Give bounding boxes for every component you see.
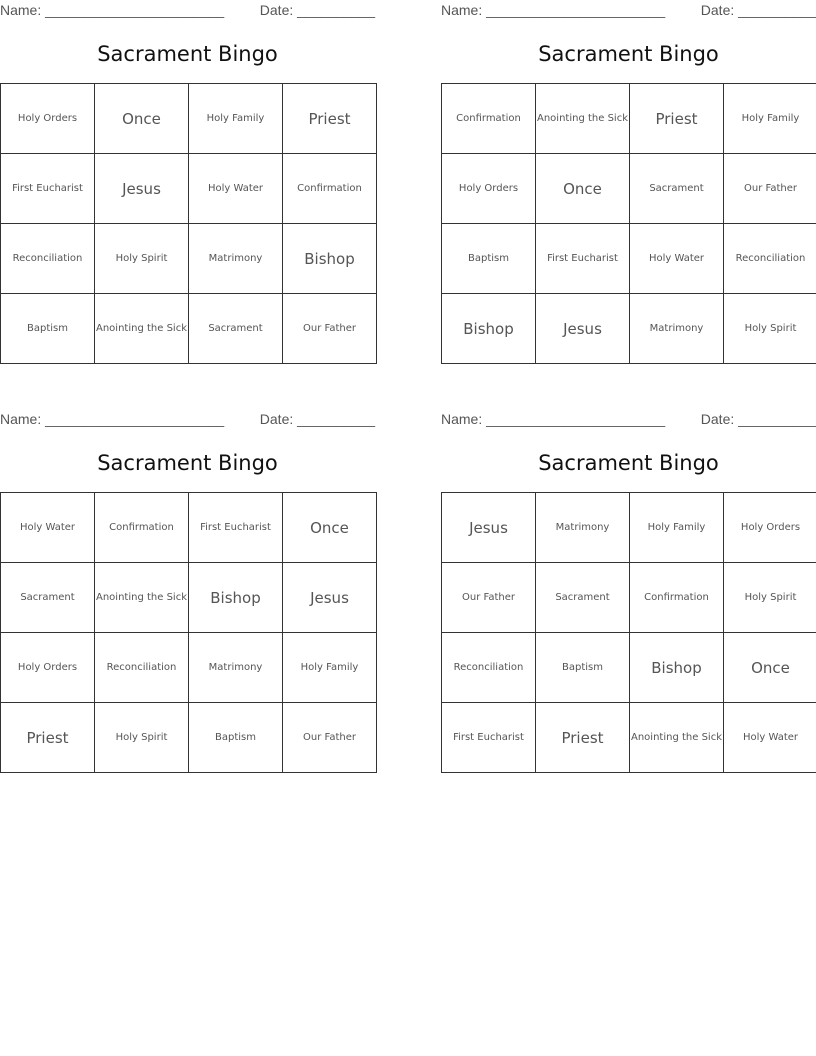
- bingo-cell: Holy Family: [189, 84, 283, 154]
- bingo-cell: Anointing the Sick: [95, 563, 189, 633]
- bingo-cell: Matrimony: [189, 224, 283, 294]
- bingo-grid: [441, 492, 816, 773]
- bingo-cell: Sacrament: [1, 563, 95, 633]
- info-line: [0, 409, 375, 431]
- bingo-cell: Baptism: [189, 703, 283, 773]
- bingo-cell: Holy Water: [724, 703, 816, 773]
- bingo-cell: Holy Spirit: [724, 294, 816, 364]
- bingo-cell: Holy Orders: [1, 633, 95, 703]
- bingo-cell: Priest: [630, 84, 724, 154]
- bingo-cell: Reconciliation: [442, 633, 536, 703]
- bingo-cell: Once: [724, 633, 816, 703]
- card-title: Sacrament Bingo: [97, 42, 278, 66]
- bingo-cell: Reconciliation: [1, 224, 95, 294]
- bingo-cell: Bishop: [630, 633, 724, 703]
- grid-row: [442, 224, 816, 294]
- bingo-cell: Holy Water: [189, 154, 283, 224]
- bingo-cell: Confirmation: [442, 84, 536, 154]
- bingo-cell: Holy Water: [1, 493, 95, 563]
- bingo-cell: Confirmation: [630, 563, 724, 633]
- bingo-cell: Holy Family: [630, 493, 724, 563]
- bingo-cell: First Eucharist: [189, 493, 283, 563]
- bingo-cell: Baptism: [536, 633, 630, 703]
- name-field: Name: _______________________: [0, 411, 225, 427]
- grid-row: [1, 633, 377, 703]
- grid-row: [1, 703, 377, 773]
- bingo-card: [0, 409, 375, 747]
- grid-row: [442, 294, 816, 364]
- bingo-cell: Anointing the Sick: [630, 703, 724, 773]
- bingo-cell: Jesus: [283, 563, 377, 633]
- grid-row: [1, 154, 377, 224]
- bingo-cell: Holy Orders: [724, 493, 816, 563]
- bingo-cell: Once: [283, 493, 377, 563]
- bingo-cell: Jesus: [442, 493, 536, 563]
- bingo-cell: Jesus: [536, 294, 630, 364]
- bingo-grid: [441, 83, 816, 364]
- grid-row: [1, 563, 377, 633]
- bingo-cell: Our Father: [442, 563, 536, 633]
- bingo-cell: Holy Spirit: [95, 224, 189, 294]
- bingo-cell: Reconciliation: [95, 633, 189, 703]
- bingo-cell: Once: [536, 154, 630, 224]
- bingo-cell: Our Father: [283, 703, 377, 773]
- bingo-grid: [0, 492, 377, 773]
- bingo-cell: First Eucharist: [536, 224, 630, 294]
- card-title: Sacrament Bingo: [97, 451, 278, 475]
- grid-row: [442, 84, 816, 154]
- bingo-card: [441, 409, 816, 747]
- grid-row: [442, 493, 816, 563]
- bingo-cell: Anointing the Sick: [95, 294, 189, 364]
- bingo-cell: Priest: [536, 703, 630, 773]
- bingo-cell: Baptism: [442, 224, 536, 294]
- bingo-cell: Sacrament: [630, 154, 724, 224]
- grid-row: [1, 294, 377, 364]
- bingo-cell: Priest: [283, 84, 377, 154]
- bingo-cell: Confirmation: [95, 493, 189, 563]
- bingo-grid: [0, 83, 377, 364]
- date-field: Date: __________: [700, 411, 816, 427]
- bingo-cell: Bishop: [283, 224, 377, 294]
- grid-row: [442, 154, 816, 224]
- grid-row: [1, 493, 377, 563]
- grid-row: [442, 703, 816, 773]
- name-field: Name: _______________________: [441, 2, 666, 18]
- grid-row: [442, 563, 816, 633]
- bingo-cell: Baptism: [1, 294, 95, 364]
- info-line: [441, 409, 816, 431]
- name-field: Name: _______________________: [0, 2, 225, 18]
- bingo-cell: Confirmation: [283, 154, 377, 224]
- grid-row: [1, 224, 377, 294]
- info-line: [0, 0, 375, 22]
- bingo-cell: Our Father: [283, 294, 377, 364]
- bingo-cell: Holy Spirit: [724, 563, 816, 633]
- bingo-card: [0, 0, 375, 334]
- bingo-cell: Anointing the Sick: [536, 84, 630, 154]
- date-field: Date: __________: [700, 2, 816, 18]
- bingo-cell: Holy Orders: [1, 84, 95, 154]
- bingo-cell: Our Father: [724, 154, 816, 224]
- bingo-cell: Holy Water: [630, 224, 724, 294]
- card-title: Sacrament Bingo: [538, 451, 719, 475]
- info-line: [441, 0, 816, 22]
- bingo-cell: Bishop: [189, 563, 283, 633]
- bingo-cell: Holy Orders: [442, 154, 536, 224]
- bingo-cell: Holy Spirit: [95, 703, 189, 773]
- bingo-cell: Holy Family: [724, 84, 816, 154]
- bingo-cell: Reconciliation: [724, 224, 816, 294]
- bingo-cell: Jesus: [95, 154, 189, 224]
- card-title: Sacrament Bingo: [538, 42, 719, 66]
- bingo-cell: First Eucharist: [442, 703, 536, 773]
- grid-row: [442, 633, 816, 703]
- date-field: Date: __________: [259, 411, 375, 427]
- bingo-cell: Once: [95, 84, 189, 154]
- bingo-cell: Sacrament: [189, 294, 283, 364]
- bingo-cell: Holy Family: [283, 633, 377, 703]
- name-field: Name: _______________________: [441, 411, 666, 427]
- bingo-cell: Priest: [1, 703, 95, 773]
- bingo-card: [441, 0, 816, 338]
- date-field: Date: __________: [259, 2, 375, 18]
- bingo-cell: Matrimony: [536, 493, 630, 563]
- bingo-cell: Sacrament: [536, 563, 630, 633]
- bingo-cell: Matrimony: [630, 294, 724, 364]
- bingo-cell: Bishop: [442, 294, 536, 364]
- bingo-cell: First Eucharist: [1, 154, 95, 224]
- bingo-cell: Matrimony: [189, 633, 283, 703]
- grid-row: [1, 84, 377, 154]
